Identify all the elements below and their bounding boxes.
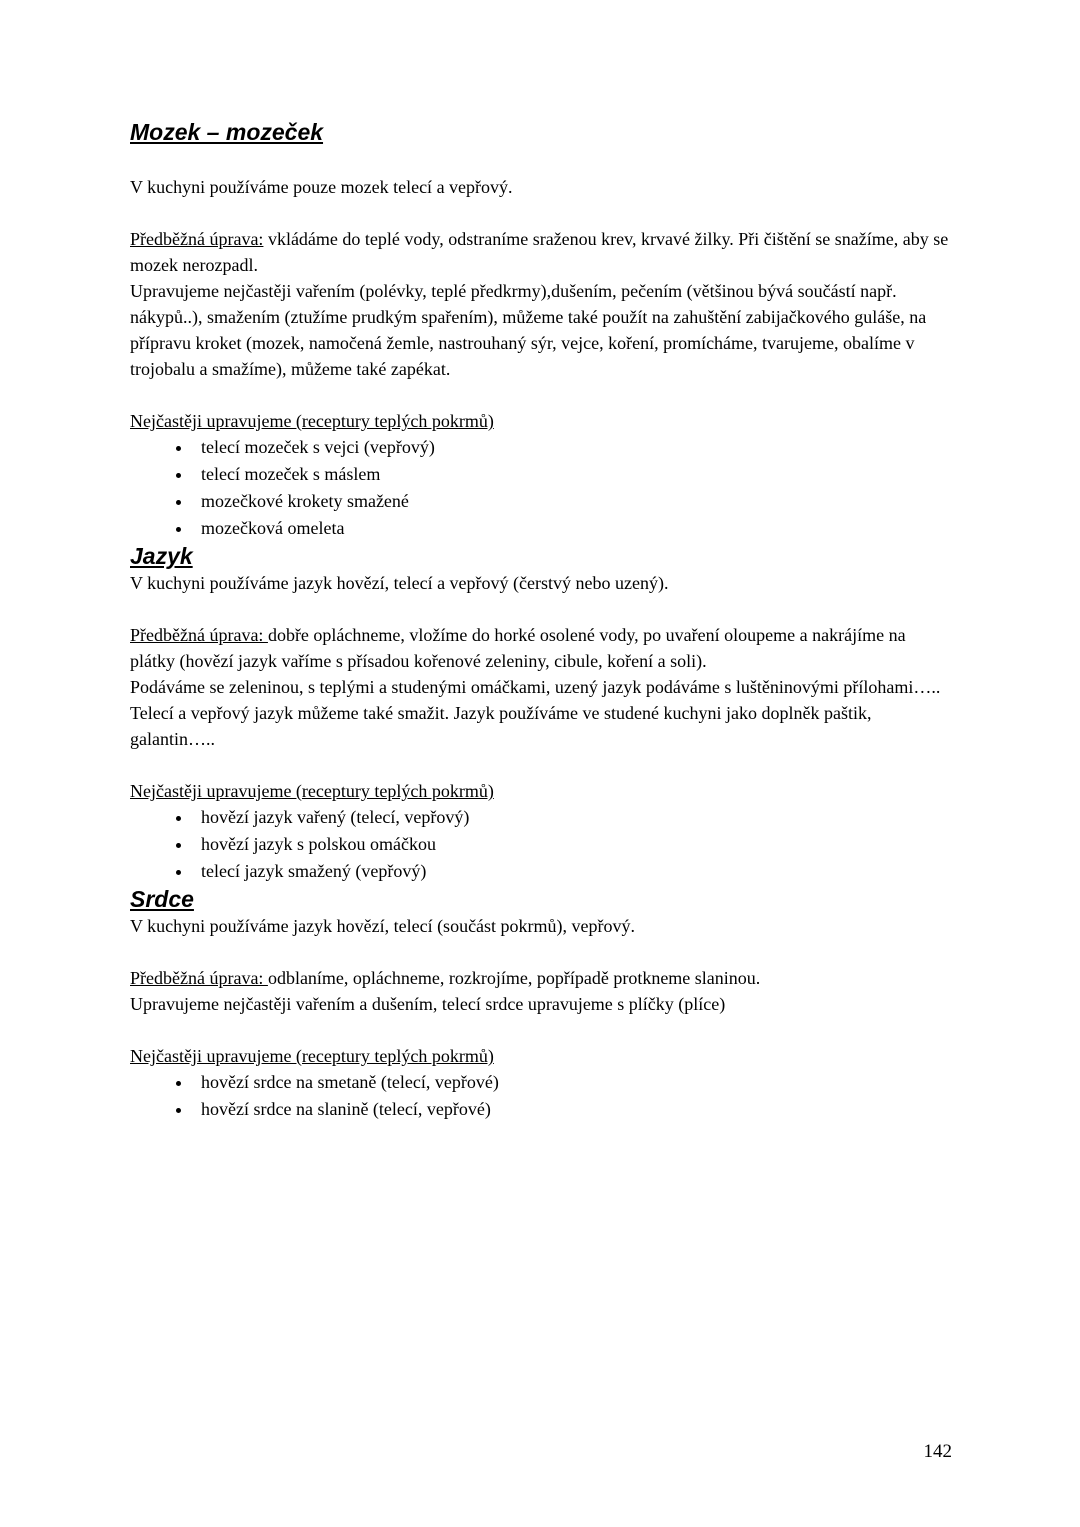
prep-label: Předběžná úprava: bbox=[130, 229, 264, 249]
recipes-label: Nejčastěji upravujeme (receptury teplých pokrmů) bbox=[130, 411, 494, 431]
intro-paragraph: V kuchyni používáme jazyk hovězí, telecí (součást pokrmů), vepřový. bbox=[130, 916, 636, 936]
prep-label: Předběžná úprava: bbox=[130, 625, 268, 645]
extra-paragraph: Telecí a vepřový jazyk můžeme také smažit. Jazyk používáme ve studené kuchyni jako doplněk paštik, galantin….. bbox=[130, 703, 872, 749]
serve-paragraph: Podáváme se zeleninou, s teplými a studenými omáčkami, uzený jazyk podáváme s luštěninovými přílohami….. bbox=[130, 677, 941, 697]
intro-paragraph: V kuchyni používáme jazyk hovězí, telecí a vepřový (čerstvý nebo uzený). bbox=[130, 573, 669, 593]
recipe-list bbox=[130, 434, 952, 542]
usage-paragraph: Upravujeme nejčastěji vařením (polévky, teplé předkrmy),dušením, pečením (většinou bývá součástí např. nákypů..), smažením (ztužíme prudkým spařením), můžeme také použít na zahuštění zabijačkového guláše, na přípravu kroket (mozek, namočená žemle, nastrouhaný sýr, vejce, koření, promícháme, tvarujeme, obalíme v trojobalu a smažíme), můžeme také zapékat. bbox=[130, 281, 927, 379]
prep-paragraph bbox=[130, 965, 952, 991]
section-srdce bbox=[130, 885, 952, 1123]
section-heading-jazyk: Jazyk bbox=[130, 543, 193, 569]
recipe-item: • hovězí srdce na slanině (telecí, vepřové) bbox=[193, 1096, 952, 1123]
recipe-item: • hovězí jazyk vařený (telecí, vepřový) bbox=[193, 804, 952, 831]
section-mozek bbox=[130, 118, 952, 542]
section-heading-mozek: Mozek – mozeček bbox=[130, 119, 324, 145]
section-heading-srdce: Srdce bbox=[130, 886, 194, 912]
recipes-label: Nejčastěji upravujeme (receptury teplých pokrmů) bbox=[130, 1046, 494, 1066]
recipe-item: • mozečkové krokety smažené bbox=[193, 488, 952, 515]
prep-text: vkládáme do teplé vody, odstraníme sraženou krev, krvavé žilky. Při čištění se snažíme, aby se mozek nerozpadl. bbox=[130, 229, 949, 275]
recipe-item: • hovězí jazyk s polskou omáčkou bbox=[193, 831, 952, 858]
page-number: 142 bbox=[923, 1441, 952, 1462]
recipe-item: • mozečková omeleta bbox=[193, 515, 952, 542]
intro-paragraph: V kuchyni používáme pouze mozek telecí a vepřový. bbox=[130, 177, 513, 197]
recipe-item: • hovězí srdce na smetaně (telecí, vepřové) bbox=[193, 1069, 952, 1096]
recipe-item: • telecí mozeček s vejci (vepřový) bbox=[193, 434, 952, 461]
prep-label: Předběžná úprava: bbox=[130, 968, 268, 988]
prep-text: dobře opláchneme, vložíme do horké osolené vody, po uvaření oloupeme a nakrájíme na plátky (hovězí jazyk vaříme s přísadou kořenové zeleniny, cibule, koření a soli). bbox=[130, 625, 906, 671]
section-jazyk bbox=[130, 542, 952, 885]
prep-text: odblaníme, opláchneme, rozkrojíme, popřípadě protkneme slaninou. bbox=[267, 968, 761, 988]
recipes-label: Nejčastěji upravujeme (receptury teplých pokrmů) bbox=[130, 781, 494, 801]
usage-paragraph: Upravujeme nejčastěji vařením a dušením, telecí srdce upravujeme s plíčky (plíce) bbox=[130, 994, 726, 1014]
recipe-list bbox=[130, 804, 952, 885]
recipe-item: • telecí mozeček s máslem bbox=[193, 461, 952, 488]
prep-paragraph bbox=[130, 226, 952, 278]
prep-paragraph bbox=[130, 622, 952, 674]
recipe-item: • telecí jazyk smažený (vepřový) bbox=[193, 858, 952, 885]
recipe-list bbox=[130, 1069, 952, 1123]
